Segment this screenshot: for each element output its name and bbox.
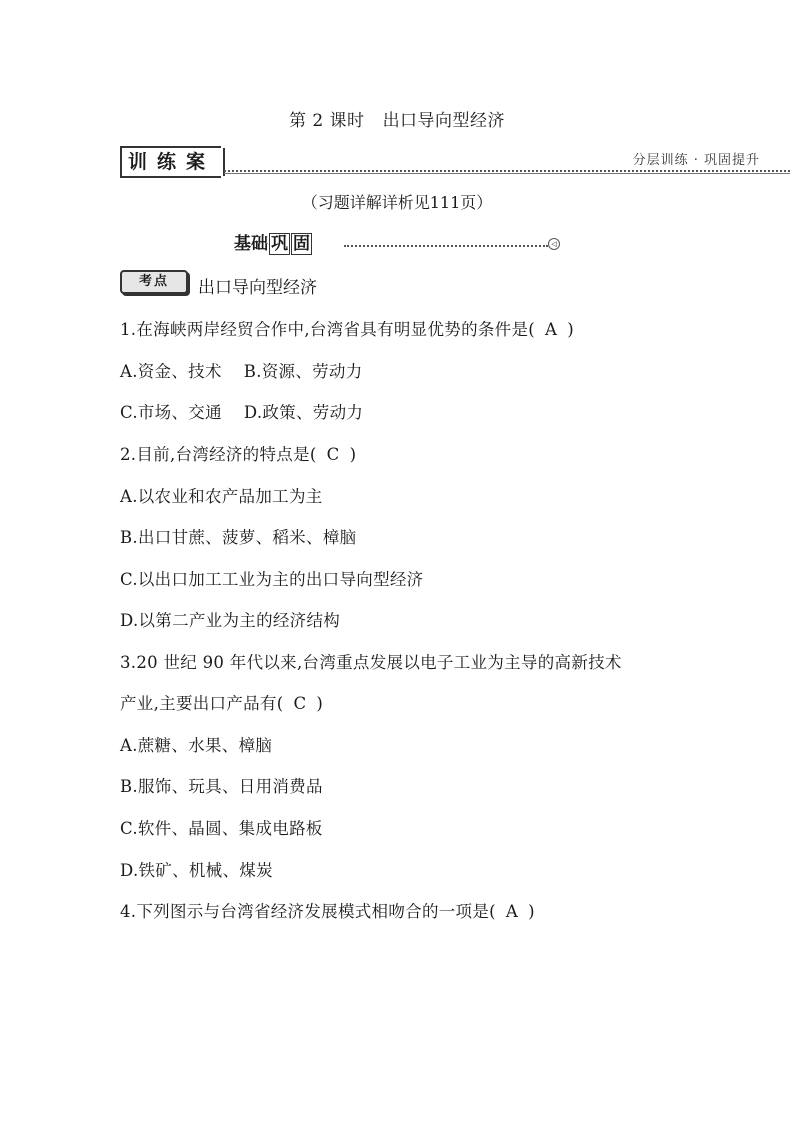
lesson-title: 出口导向型经济 <box>382 111 506 131</box>
section-end-circle-icon: ◁ <box>548 238 560 250</box>
banner-label-box <box>120 146 221 178</box>
answer-choice: A <box>505 902 519 921</box>
question-close: ) <box>349 445 357 464</box>
question-text: 产业,主要出口产品有( <box>120 694 284 713</box>
question-1-stem <box>120 316 574 340</box>
banner-solid-rule <box>224 173 790 174</box>
topic-badge: 考点 <box>120 270 188 294</box>
question-1-options-row-1 <box>120 358 363 382</box>
page-title <box>0 106 794 131</box>
answer-choice: C <box>326 445 340 464</box>
question-4-stem <box>120 898 535 922</box>
option-d: D.政策、劳动力 <box>243 403 364 422</box>
question-1-options-row-2 <box>120 399 363 423</box>
question-3-stem-cont <box>120 690 323 714</box>
section-title <box>234 232 312 256</box>
question-3-stem: 3.20 世纪 90 年代以来,台湾重点发展以电子工业为主导的高新技术 <box>120 653 622 672</box>
banner-label: 训练案 <box>128 151 216 173</box>
question-2-option-a: A.以农业和农产品加工为主 <box>120 487 323 506</box>
lesson-number: 第 2 课时 <box>288 111 365 131</box>
question-text: 1.在海峡两岸经贸合作中,台湾省具有明显优势的条件是( <box>120 320 536 339</box>
question-text: 2.目前,台湾经济的特点是( <box>120 445 317 464</box>
training-banner <box>120 146 790 176</box>
banner-dotted-rule <box>224 170 790 172</box>
answer-choice: A <box>545 320 558 339</box>
question-3-option-a: A.蔗糖、水果、樟脑 <box>120 736 273 755</box>
question-2-option-d: D.以第二产业为主的经济结构 <box>120 611 341 630</box>
banner-subtitle: 分层训练 · 巩固提升 <box>632 153 760 168</box>
question-text: 4.下列图示与台湾省经济发展模式相吻合的一项是( <box>120 902 496 921</box>
section-dotted-rule <box>344 245 548 247</box>
option-c: C.市场、交通 <box>120 403 222 422</box>
answer-note: （习题详解详析见111页） <box>301 193 493 212</box>
question-2-option-b: B.出口甘蔗、菠萝、稻米、樟脑 <box>120 528 357 547</box>
question-close: ) <box>567 320 574 339</box>
question-3-option-b: B.服饰、玩具、日用消费品 <box>120 777 323 796</box>
question-3-option-c: C.软件、晶圆、集成电路板 <box>120 819 323 838</box>
question-close: ) <box>316 694 324 713</box>
answer-choice: C <box>293 694 307 713</box>
question-close: ) <box>528 902 535 921</box>
question-2-option-c: C.以出口加工工业为主的出口导向型经济 <box>120 570 424 589</box>
question-3-option-d: D.铁矿、机械、煤炭 <box>120 861 273 880</box>
question-2-stem <box>120 441 356 465</box>
section-title-boxed-1: 巩 <box>271 234 288 254</box>
section-title-boxed-2: 固 <box>293 234 310 254</box>
section-heading <box>234 232 564 258</box>
option-a: A.资金、技术 <box>120 362 222 381</box>
topic-label: 出口导向型经济 <box>198 278 317 298</box>
section-title-plain: 基础 <box>234 234 268 254</box>
option-b: B.资源、劳动力 <box>243 362 363 381</box>
